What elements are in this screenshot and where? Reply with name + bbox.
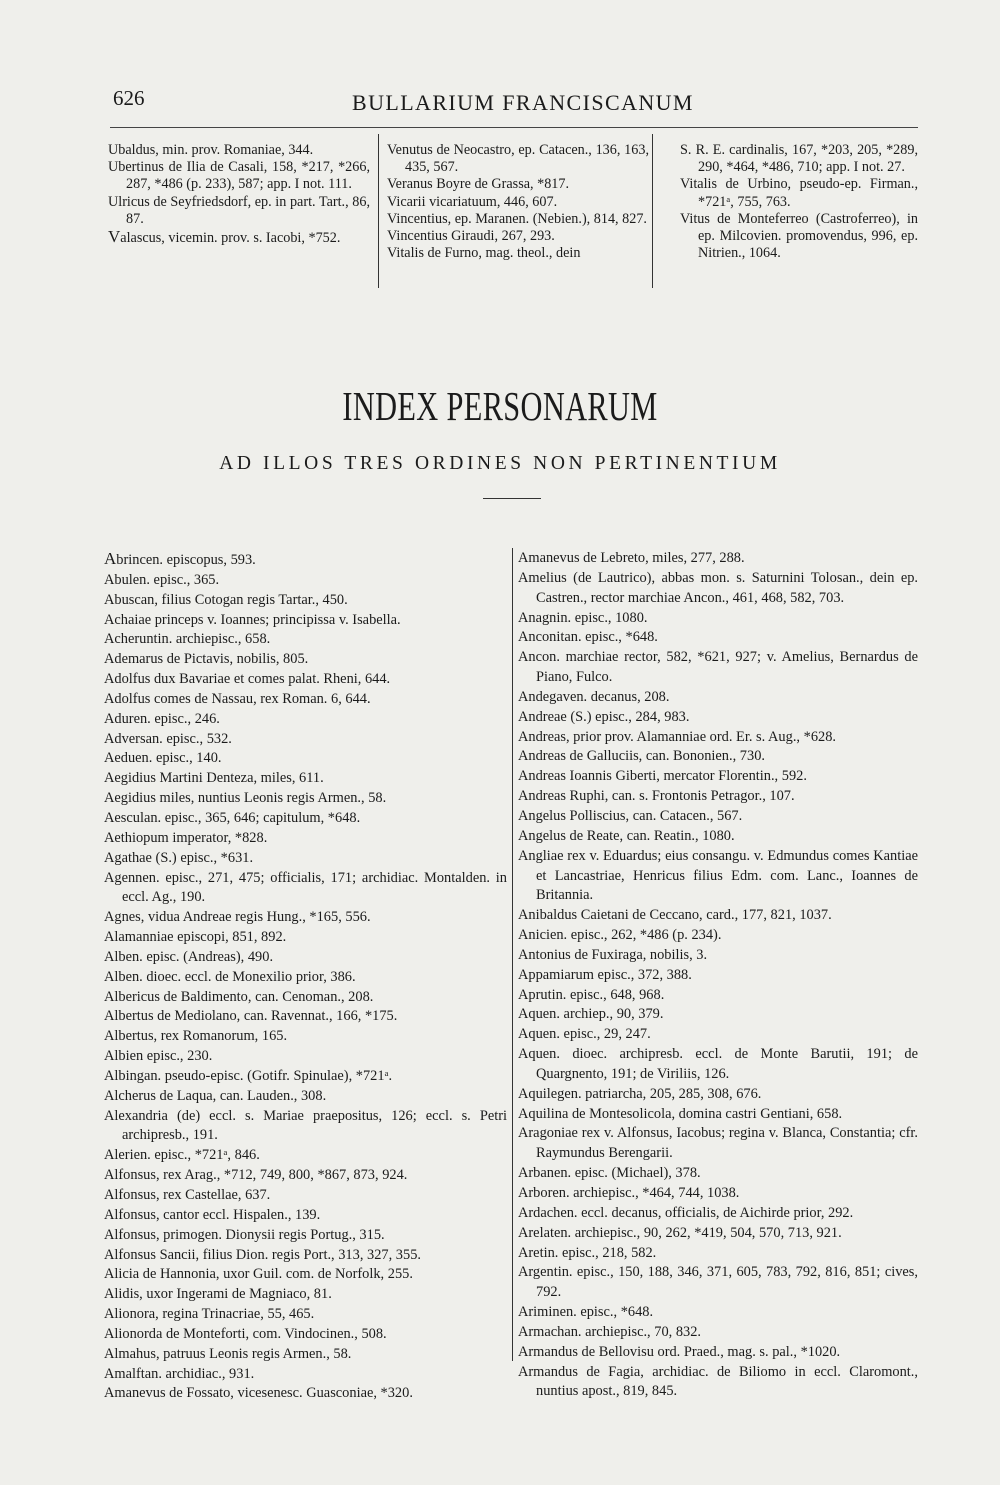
index-entry: Vitalis de Urbino, pseudo-ep. Firman., *721ᵃ, 755, 763. — [680, 176, 918, 210]
section-initial: A — [104, 549, 117, 568]
index-entry: Vitalis de Furno, mag. theol., dein — [387, 245, 581, 262]
index-entry: Ariminen. episc., *648. — [518, 1304, 654, 1321]
index-entry: Andreas, prior prov. Alamanniae ord. Er. s. Aug., *628. — [518, 728, 836, 745]
index-entry: Alfonsus, cantor eccl. Hispalen., 139. — [104, 1206, 321, 1223]
index-entry: Arbanen. episc. (Michael), 378. — [518, 1165, 701, 1182]
index-entry: Andreae (S.) episc., 284, 983. — [518, 708, 690, 725]
index-entry: Alfonsus, rex Arag., *712, 749, 800, *867, 873, 924. — [104, 1167, 408, 1184]
index-entry: Angelus Polliscius, can. Catacen., 567. — [518, 807, 743, 824]
index-entry: Vincentius Giraudi, 267, 293. — [387, 228, 555, 245]
index-entry: Armandus de Fagia, archidiac. de Biliomo in eccl. Claromont., nuntius apost., 819, 845. — [518, 1363, 918, 1400]
index-entry: Andreas Ruphi, can. s. Frontonis Petragor., 107. — [518, 788, 795, 805]
index-entry: Aegidius miles, nuntius Leonis regis Armen., 58. — [104, 790, 387, 807]
index-entry: Valascus, vicemin. prov. s. Iacobi, *752. — [108, 227, 341, 247]
index-entry: Aragoniae rex v. Alfonsus, Iacobus; regina v. Blanca, Constantia; cfr. Raymundus Berengarii. — [518, 1125, 918, 1162]
index-entry: Anagnin. episc., 1080. — [518, 609, 648, 626]
index-entry: Aquen. archiep., 90, 379. — [518, 1006, 664, 1023]
page-number: 626 — [113, 86, 145, 110]
index-entry: Alionora, regina Trinacriae, 55, 465. — [104, 1306, 315, 1323]
index-entry: Andegaven. decanus, 208. — [518, 688, 670, 705]
index-entry: Vicarii vicariatuum, 446, 607. — [387, 193, 558, 210]
index-entry: Arelaten. archiepisc., 90, 262, *419, 504, 570, 713, 921. — [518, 1224, 842, 1241]
index-entry: Aesculan. episc., 365, 646; capitulum, *648. — [104, 809, 361, 826]
index-entry: Antonius de Fuxiraga, nobilis, 3. — [518, 946, 708, 963]
index-entry: Alicia de Hannonia, uxor Guil. com. de Norfolk, 255. — [104, 1266, 413, 1283]
index-entry: S. R. E. cardinalis, 167, *203, 205, *289, 290, *464, *486, 710; app. I not. 27. — [680, 142, 918, 176]
index-entry: Ademarus de Pictavis, nobilis, 805. — [104, 651, 309, 668]
index-column-1 — [104, 549, 507, 1404]
index-entry: Amelius (de Lautrico), abbas mon. s. Saturnini Tolosan., dein ep. Castren., rector marchiae Ancon., 461, 468, 582, 703. — [518, 569, 918, 606]
running-head: BULLARIUM FRANCISCANUM — [352, 90, 694, 115]
index-entry: Aquen. dioec. archipresb. eccl. de Monte Barutii, 191; de Quargnento, 191; de Viriliis, 126. — [518, 1046, 918, 1082]
index-entry: Appamiarum episc., 372, 388. — [518, 966, 692, 983]
index-entry: Arboren. archiepisc., *464, 744, 1038. — [518, 1185, 740, 1201]
index-entry: Veranus Boyre de Grassa, *817. — [387, 176, 570, 193]
index-entry: Ulricus de Seyfriedsdorf, ep. in part. Tart., 86, 87. — [108, 193, 370, 227]
index-entry: Achaiae princeps v. Ioannes; principissa v. Isabella. — [104, 611, 401, 628]
index-entry: Vincentius, ep. Maranen. (Nebien.), 814, 827. — [387, 210, 647, 227]
index-entry: Abuscan, filius Cotogan regis Tartar., 450. — [104, 591, 348, 608]
index-entry: Alidis, uxor Ingerami de Magniaco, 81. — [104, 1286, 332, 1303]
index-entry: Abrincen. episcopus, 593. — [104, 549, 256, 568]
index-entry: Amanevus de Lebreto, miles, 277, 288. — [518, 550, 745, 566]
index-entry: Argentin. episc., 150, 188, 346, 371, 605, 783, 792, 816, 851; cives, 792. — [518, 1264, 918, 1301]
index-entry: Alben. dioec. eccl. de Monexilio prior, 386. — [104, 968, 356, 985]
index-entry: Adversan. episc., 532. — [104, 730, 232, 747]
index-entry: Agnes, vidua Andreae regis Hung., *165, 556. — [104, 909, 371, 926]
index-entry: Amanevus de Fossato, vicesenesc. Guasconiae, *320. — [104, 1385, 413, 1402]
index-entry: Alfonsus, primogen. Dionysii regis Portug., 315. — [104, 1226, 385, 1243]
index-entry: Aretin. episc., 218, 582. — [518, 1244, 657, 1261]
index-entry: Angelus de Reate, can. Reatin., 1080. — [518, 827, 735, 844]
index-entry: Adolfus dux Bavariae et comes palat. Rheni, 644. — [104, 671, 391, 688]
index-entry: Ubaldus, min. prov. Romaniae, 344. — [108, 142, 314, 158]
index-entry: Alcherus de Laqua, can. Lauden., 308. — [104, 1087, 327, 1104]
index-entry: Alfonsus, rex Castellae, 637. — [104, 1187, 271, 1203]
top-column-3 — [680, 142, 918, 262]
index-entry: Amalftan. archidiac., 931. — [104, 1365, 255, 1382]
column-divider — [378, 134, 379, 288]
index-entry: Anconitan. episc., *648. — [518, 629, 658, 646]
index-column-2 — [518, 549, 918, 1402]
index-entry: Angliae rex v. Eduardus; eius consangu. v. Edmundus comes Kantiae et Lancastriae, Henricus filius Edm. com. Lanc., Ioannes de Britannia. — [518, 847, 918, 904]
index-entry: Alionorda de Monteforti, com. Vindocinen., 508. — [104, 1325, 387, 1342]
index-entry: Alamanniae episcopi, 851, 892. — [104, 929, 287, 946]
section-initial: V — [108, 227, 121, 247]
section-rule — [483, 498, 541, 499]
index-entry: Aethiopum imperator, *828. — [104, 829, 268, 846]
index-entry: Alexandria (de) eccl. s. Mariae praepositus, 126; eccl. s. Petri archipresb., 191. — [104, 1107, 507, 1144]
index-entry: Alben. episc. (Andreas), 490. — [104, 948, 274, 965]
top-column-1 — [108, 142, 370, 247]
column-divider — [512, 548, 513, 1361]
index-entry: Aquen. episc., 29, 247. — [518, 1026, 651, 1043]
header-rule — [110, 127, 918, 128]
index-entry: Armandus de Bellovisu ord. Praed., mag. s. pal., *1020. — [518, 1343, 841, 1360]
index-entry: Andreas de Galluciis, can. Bononien., 730. — [518, 748, 765, 765]
index-entry: Albericus de Baldimento, can. Cenoman., 208. — [104, 988, 374, 1005]
index-entry: Abulen. episc., 365. — [104, 571, 220, 588]
index-entry: Andreas Ioannis Giberti, mercator Florentin., 592. — [518, 768, 807, 785]
index-entry: Almahus, patruus Leonis regis Armen., 58. — [104, 1345, 352, 1362]
index-entry: Aquilina de Montesolicola, domina castri Gentiani, 658. — [518, 1105, 843, 1122]
index-entry: Armachan. archiepisc., 70, 832. — [518, 1323, 702, 1340]
index-entry: Venutus de Neocastro, ep. Catacen., 136, 163, 435, 567. — [387, 142, 649, 176]
index-entry: Vitus de Monteferreo (Castroferreo), in ep. Milcovien. promovendus, 996, ep. Nitrien., 1064. — [680, 210, 918, 262]
index-entry: Aduren. episc., 246. — [104, 710, 220, 727]
index-entry: Aquilegen. patriarcha, 205, 285, 308, 676. — [518, 1085, 762, 1102]
top-column-2 — [387, 142, 649, 262]
index-entry: Agennen. episc., 271, 475; officialis, 171; archidiac. Montalden. in eccl. Ag., 190. — [104, 869, 507, 906]
index-subtitle: AD ILLOS TRES ORDINES NON PERTINENTIUM — [219, 453, 781, 474]
index-entry: Aegidius Martini Denteza, miles, 611. — [104, 770, 324, 787]
index-entry: Albertus de Mediolano, can. Ravennat., 166, *175. — [104, 1008, 398, 1025]
index-entry: Acheruntin. archiepisc., 658. — [104, 631, 271, 648]
index-entry: Adolfus comes de Nassau, rex Roman. 6, 644. — [104, 690, 371, 707]
column-divider — [652, 134, 653, 288]
index-entry: Anicien. episc., 262, *486 (p. 234). — [518, 927, 722, 944]
index-entry: Aeduen. episc., 140. — [104, 750, 222, 767]
index-entry: Ardachen. eccl. decanus, officialis, de Aichirde prior, 292. — [518, 1204, 854, 1221]
index-entry: Aprutin. episc., 648, 968. — [518, 986, 665, 1003]
index-entry: Albingan. pseudo-episc. (Gotifr. Spinulae), *721ᵃ. — [104, 1067, 393, 1084]
index-entry: Anibaldus Caietani de Ceccano, card., 177, 821, 1037. — [518, 907, 832, 924]
index-entry: Albertus, rex Romanorum, 165. — [104, 1028, 288, 1045]
index-entry: Ubertinus de Ilia de Casali, 158, *217, *266, 287, *486 (p. 233), 587; app. I not. 111. — [108, 159, 370, 193]
index-entry: Alerien. episc., *721ᵃ, 846. — [104, 1147, 260, 1164]
index-entry: Agathae (S.) episc., *631. — [104, 849, 254, 866]
index-entry: Albien episc., 230. — [104, 1048, 213, 1065]
index-entry: Alfonsus Sancii, filius Dion. regis Port., 313, 327, 355. — [104, 1246, 421, 1263]
index-title: INDEX PERSONARUM — [342, 383, 658, 429]
index-entry: Ancon. marchiae rector, 582, *621, 927; v. Amelius, Bernardus de Piano, Fulco. — [518, 649, 918, 686]
